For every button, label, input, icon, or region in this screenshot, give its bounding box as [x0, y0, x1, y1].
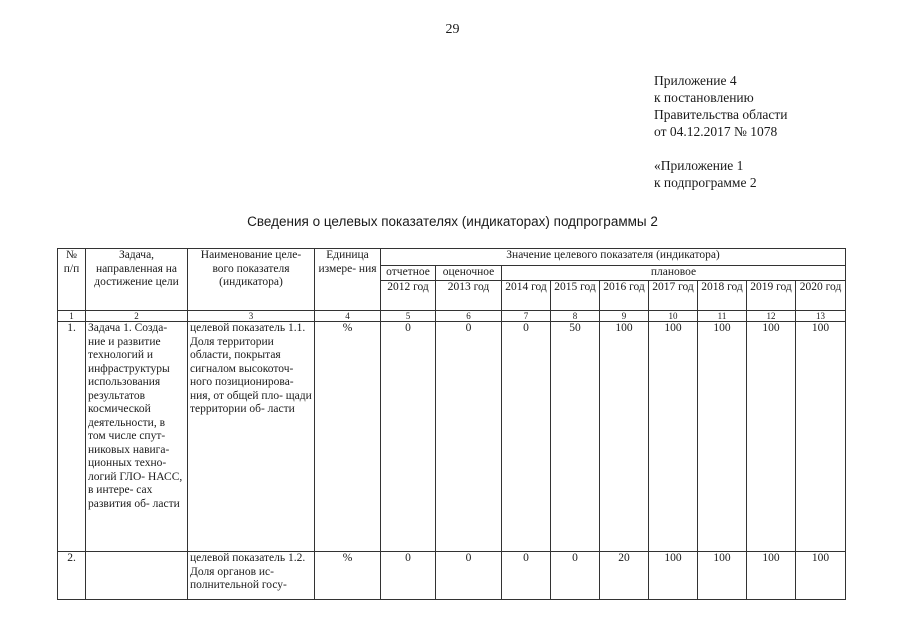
row-task — [86, 552, 188, 600]
row-value: 0 — [502, 552, 551, 600]
table-row — [58, 552, 846, 600]
row-value: 100 — [747, 322, 796, 552]
row-num: 1. — [58, 322, 86, 552]
header-year: 2013 год — [436, 281, 502, 311]
page-number: 29 — [445, 22, 460, 37]
column-number: 4 — [315, 311, 381, 322]
column-number: 1 — [58, 311, 86, 322]
header-task: Задача, направленная на достижение цели — [86, 249, 188, 311]
row-value: 0 — [502, 322, 551, 552]
column-number: 8 — [551, 311, 600, 322]
header-year: 2016 год — [600, 281, 649, 311]
appendix-line: от 04.12.2017 № 1078 — [654, 124, 778, 139]
header-year: 2018 год — [698, 281, 747, 311]
column-number: 11 — [698, 311, 747, 322]
column-number: 5 — [381, 311, 436, 322]
row-value: 20 — [600, 552, 649, 600]
row-value: 100 — [600, 322, 649, 552]
row-unit: % — [315, 552, 381, 600]
appendix-sub-line: к подпрограмме 2 — [654, 175, 757, 190]
row-value: 0 — [381, 552, 436, 600]
appendix-block — [654, 72, 787, 191]
row-value: 100 — [698, 552, 747, 600]
header-year: 2015 год — [551, 281, 600, 311]
column-number: 2 — [86, 311, 188, 322]
row-value: 100 — [649, 322, 698, 552]
header-indicator: Наименование целе- вого показателя (индикатора) — [188, 249, 315, 311]
header-year: 2012 год — [381, 281, 436, 311]
row-value: 100 — [649, 552, 698, 600]
row-value: 0 — [436, 552, 502, 600]
row-value: 100 — [796, 322, 846, 552]
row-value: 0 — [436, 322, 502, 552]
row-value: 100 — [747, 552, 796, 600]
header-estimated: оценочное — [436, 266, 502, 281]
table-row — [58, 322, 846, 552]
column-number: 3 — [188, 311, 315, 322]
row-value: 100 — [796, 552, 846, 600]
appendix-sub-line: «Приложение 1 — [654, 158, 744, 173]
appendix-line: к постановлению — [654, 90, 754, 105]
column-number: 9 — [600, 311, 649, 322]
column-number: 13 — [796, 311, 846, 322]
header-planned: плановое — [502, 266, 846, 281]
column-number: 6 — [436, 311, 502, 322]
header-value-group: Значение целевого показателя (индикатора) — [381, 249, 846, 266]
column-number: 12 — [747, 311, 796, 322]
header-reported: отчетное — [381, 266, 436, 281]
row-indicator: целевой показатель 1.1. Доля территории области, покрытая сигналом высокоточ- ного позиционирова- ния, от общей пло- щади территории об- ласти — [188, 322, 315, 552]
document-title: Сведения о целевых показателях (индикаторах) подпрограммы 2 — [247, 214, 658, 229]
row-unit: % — [315, 322, 381, 552]
row-value: 100 — [698, 322, 747, 552]
column-number: 10 — [649, 311, 698, 322]
header-year: 2020 год — [796, 281, 846, 311]
row-value: 0 — [551, 552, 600, 600]
row-indicator: целевой показатель 1.2. Доля органов ис- полнительной госу- — [188, 552, 315, 600]
row-value: 50 — [551, 322, 600, 552]
row-num: 2. — [58, 552, 86, 600]
indicators-table — [57, 248, 846, 600]
column-number: 7 — [502, 311, 551, 322]
header-unit: Единица измере- ния — [315, 249, 381, 311]
header-year: 2017 год — [649, 281, 698, 311]
header-num: № п/п — [58, 249, 86, 311]
header-year: 2014 год — [502, 281, 551, 311]
appendix-line: Приложение 4 — [654, 73, 737, 88]
header-year: 2019 год — [747, 281, 796, 311]
row-value: 0 — [381, 322, 436, 552]
appendix-line: Правительства области — [654, 107, 788, 122]
row-task: Задача 1. Созда- ние и развитие технологий и инфраструктуры использования результатов космической деятельности, в том числе спут- никовых навига- ционных техно- логий ГЛО- НАСС, в интере- сах развития об- ласти — [86, 322, 188, 552]
